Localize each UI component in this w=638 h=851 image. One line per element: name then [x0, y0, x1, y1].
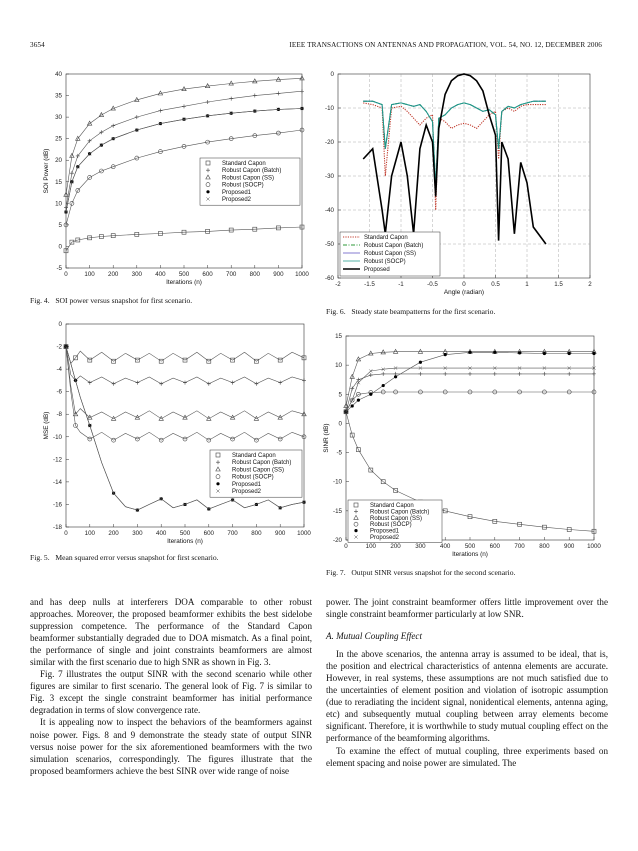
- data-point: [592, 352, 595, 355]
- x-tick-label: 900: [275, 530, 286, 537]
- x-tick-label: 700: [514, 543, 525, 550]
- x-tick-label: 400: [156, 530, 167, 537]
- x-axis-label: Iterations (n): [452, 551, 488, 558]
- data-point: [568, 352, 571, 355]
- left-column-text: [30, 596, 312, 777]
- x-tick-label: 1: [525, 281, 529, 288]
- legend-marker: [354, 529, 357, 532]
- legend-label: Standard Capon: [222, 161, 266, 167]
- figure-5: [30, 318, 310, 548]
- legend: [340, 232, 440, 276]
- legend-label: Proposed: [364, 267, 390, 273]
- figure-4: [30, 62, 310, 292]
- paragraph: and has deep nulls at interferers DOA comparable to other robust approaches. Moreover, the proposed beamformer exhibits the best sidelobe suppression competence. The performance of the Standard Capon beamformer substantially degraded due to DOA mismatch. As a final point, the performance of single and joint constraints beamformers are almost similar with the first scenario due to high SNR as shown in Fig. 3.: [30, 597, 312, 668]
- y-tick-label: -5: [56, 265, 62, 272]
- y-tick-label: -20: [333, 537, 342, 544]
- figure-6: [322, 62, 602, 302]
- data-point: [369, 393, 372, 396]
- x-tick-label: 200: [390, 543, 401, 550]
- x-tick-label: 600: [203, 530, 214, 537]
- y-tick-label: 5: [58, 221, 62, 229]
- y-tick-label: 25: [55, 135, 62, 143]
- legend-label: Robust Capon (SS): [222, 175, 275, 182]
- y-tick-label: -50: [325, 241, 334, 248]
- fig6-caption-label: Fig. 6.: [326, 307, 346, 316]
- x-tick-label: 600: [202, 271, 213, 278]
- x-tick-label: 100: [84, 530, 95, 537]
- x-tick-label: 400: [155, 271, 166, 278]
- y-tick-label: -40: [325, 207, 334, 214]
- legend-label: Robust (SOCP): [232, 474, 274, 481]
- legend-marker: [216, 482, 219, 485]
- fig7-chart: [322, 330, 602, 565]
- legend-label: Proposed2: [232, 489, 262, 495]
- y-tick-label: 30: [55, 114, 62, 122]
- x-tick-label: 600: [489, 543, 500, 550]
- x-tick-label: 900: [273, 271, 284, 278]
- x-tick-label: 0.5: [491, 281, 500, 288]
- data-point: [543, 352, 546, 355]
- fig6-chart: [322, 62, 602, 302]
- x-axis-label: Iterations (n): [166, 279, 202, 286]
- x-tick-label: 200: [108, 530, 119, 537]
- legend-label: Robust (SOCP): [222, 182, 264, 189]
- running-header: IEEE TRANSACTIONS ON ANTENNAS AND PROPAGATION, VOL. 54, NO. 12, DECEMBER 2006: [289, 41, 602, 49]
- fig5-caption: [30, 553, 320, 563]
- y-tick-label: 10: [55, 200, 62, 208]
- x-tick-label: 800: [251, 530, 262, 537]
- legend-label: Robust Capon (Batch): [222, 168, 282, 175]
- fig4-caption-text: SOI power versus snapshot for first scenario.: [55, 296, 193, 305]
- x-tick-label: 0: [344, 543, 348, 550]
- legend: [210, 450, 302, 497]
- legend-label: Robust Capon (Batch): [232, 460, 292, 467]
- legend-label: Proposed1: [370, 528, 400, 535]
- y-tick-label: 40: [55, 71, 62, 78]
- paragraph: It is appealing now to inspect the behaviors of the beamformers against noise power. Figs. 8 and 9 demonstrate the steady state of output SINR versus noise power for the six aforementioned beamformers with the two simulation scenarios, correspondingly. The figures illustrate that the proposed beamformers achieve the best SINR over wide range of noise: [30, 717, 312, 776]
- legend-label: Robust Capon (SS): [364, 251, 417, 257]
- y-tick-label: -16: [53, 501, 62, 509]
- page-number: 3654: [30, 41, 45, 49]
- x-tick-label: 300: [131, 271, 142, 278]
- fig5-caption-label: Fig. 5.: [30, 553, 50, 562]
- paragraph: In the above scenarios, the antenna array is assumed to be ideal, that is, the position and electrical characteristics of antenna elements are accurate. However, in real systems, these assumptions are not much satisfied due to the uncertainties of element position and violation of isotropic assumption (due to reradiating the incident signal, nonidentical elements, antenna aging, etc) and subsequently mutual coupling between array elements become significant. Therefore, it is worthwhile to study mutual coupling effect on the performance of the beamforming algorithms.: [326, 649, 608, 744]
- x-tick-label: 1000: [295, 271, 309, 278]
- x-tick-label: 300: [415, 543, 426, 550]
- y-axis-label: MSE (dB): [43, 411, 50, 440]
- legend-label: Proposed1: [232, 481, 262, 488]
- y-tick-label: 0: [58, 243, 62, 251]
- paragraph: power. The joint constraint beamformer offers little improvement over the single constraint beamformer particularly at low SNR.: [326, 597, 608, 620]
- y-tick-label: -20: [325, 139, 334, 146]
- x-tick-label: -1: [398, 281, 404, 288]
- figure-7: [322, 330, 602, 565]
- data-point: [444, 353, 447, 356]
- y-axis-label: SOI Power (dB): [43, 148, 50, 194]
- legend-label: Robust Capon (SS): [232, 467, 285, 474]
- legend-label: Proposed2: [222, 197, 252, 203]
- y-tick-label: -4: [56, 366, 62, 374]
- y-tick-label: -18: [53, 524, 62, 531]
- y-tick-label: 15: [55, 178, 62, 186]
- y-tick-label: -6: [56, 388, 62, 396]
- y-tick-label: -30: [325, 173, 334, 180]
- x-tick-label: -1.5: [364, 281, 375, 288]
- x-tick-label: 2: [588, 281, 592, 288]
- y-tick-label: -10: [325, 105, 334, 112]
- legend-label: Proposed2: [370, 535, 400, 541]
- x-tick-label: 1000: [297, 530, 311, 537]
- x-tick-label: 300: [132, 530, 143, 537]
- y-tick-label: -15: [333, 507, 342, 515]
- section-heading: A. Mutual Coupling Effect: [326, 631, 422, 642]
- y-tick-label: 35: [55, 92, 62, 100]
- x-tick-label: 700: [226, 271, 237, 278]
- x-tick-label: 500: [464, 543, 476, 550]
- x-tick-label: -0.5: [427, 281, 438, 288]
- y-tick-label: -10: [53, 433, 62, 441]
- y-tick-label: -10: [333, 478, 342, 486]
- y-tick-label: 5: [338, 391, 342, 399]
- data-point: [351, 404, 354, 407]
- legend-label: Robust Capon (Batch): [370, 509, 430, 516]
- paragraph: Fig. 7 illustrates the output SINR with the second scenario while other figures are similar to first scenario. The general look of Fig. 7 is similar to Fig. 3 except the single constraint beamformer has initial performance degradation in terms of slow convergence rate.: [30, 669, 312, 716]
- x-tick-label: 800: [249, 271, 260, 278]
- data-point: [394, 375, 397, 378]
- fig4-caption-label: Fig. 4.: [30, 296, 50, 305]
- y-tick-label: 0: [338, 420, 342, 428]
- legend-label: Robust (SOCP): [370, 522, 412, 529]
- data-point: [468, 351, 471, 354]
- x-tick-label: 400: [440, 543, 451, 550]
- fig6-caption-text: Steady state beampatterns for the first scenario.: [351, 307, 496, 316]
- data-point: [382, 384, 385, 387]
- y-tick-label: 20: [55, 157, 62, 165]
- y-axis-label: SINR (dB): [323, 423, 330, 453]
- x-tick-label: 1000: [587, 543, 601, 550]
- x-tick-label: 500: [179, 530, 191, 537]
- x-tick-label: 900: [564, 543, 575, 550]
- y-tick-label: 15: [335, 333, 342, 340]
- y-tick-label: -60: [325, 275, 334, 282]
- x-tick-label: 200: [108, 271, 119, 278]
- x-tick-label: 800: [539, 543, 550, 550]
- fig7-caption: [326, 568, 616, 578]
- x-tick-label: 500: [178, 271, 190, 278]
- fig6-caption: [326, 307, 616, 317]
- x-tick-label: 0: [64, 271, 68, 278]
- legend: [348, 500, 442, 542]
- legend-marker: [206, 190, 209, 193]
- x-axis-label: Angle (radian): [443, 289, 485, 296]
- legend-label: Proposed1: [222, 189, 252, 196]
- fig7-caption-text: Output SINR versus snapshot for the second scenario.: [351, 568, 516, 577]
- y-tick-label: 10: [335, 362, 342, 370]
- y-tick-label: 0: [330, 71, 334, 78]
- x-tick-label: 0: [462, 281, 466, 288]
- legend-label: Robust Capon (SS): [370, 515, 423, 522]
- fig4-chart: [30, 62, 310, 292]
- legend-label: Standard Capon: [364, 235, 408, 241]
- fig7-caption-label: Fig. 7.: [326, 568, 346, 577]
- legend-label: Standard Capon: [232, 453, 276, 459]
- x-tick-label: 0: [64, 530, 68, 537]
- x-tick-label: 100: [365, 543, 376, 550]
- data-point: [493, 351, 496, 354]
- y-tick-label: -12: [53, 456, 62, 464]
- legend: [200, 158, 300, 205]
- legend-label: Standard Capon: [370, 503, 414, 509]
- data-point: [419, 361, 422, 364]
- legend-label: Robust Capon (Batch): [364, 243, 424, 249]
- paragraph: To examine the effect of mutual coupling, three experiments based on element spacing and noise power are simulated. The: [326, 745, 608, 768]
- right-column-text: [326, 596, 608, 769]
- y-tick-label: -8: [56, 411, 62, 419]
- fig5-chart: [30, 318, 310, 548]
- data-point: [357, 399, 360, 402]
- data-point: [518, 351, 521, 354]
- x-tick-label: 700: [227, 530, 238, 537]
- x-tick-label: 100: [84, 271, 95, 278]
- fig4-caption: [30, 296, 320, 306]
- x-axis-label: Iterations (n): [167, 538, 203, 545]
- x-tick-label: 1.5: [554, 281, 563, 288]
- y-tick-label: -2: [56, 343, 62, 351]
- y-tick-label: 0: [58, 321, 62, 328]
- y-tick-label: -14: [53, 478, 62, 486]
- legend-label: Robust (SOCP): [364, 259, 406, 265]
- y-tick-label: -5: [336, 449, 342, 457]
- x-tick-label: -2: [335, 281, 341, 288]
- fig5-caption-text: Mean squared error versus snapshot for first scenario.: [55, 553, 219, 562]
